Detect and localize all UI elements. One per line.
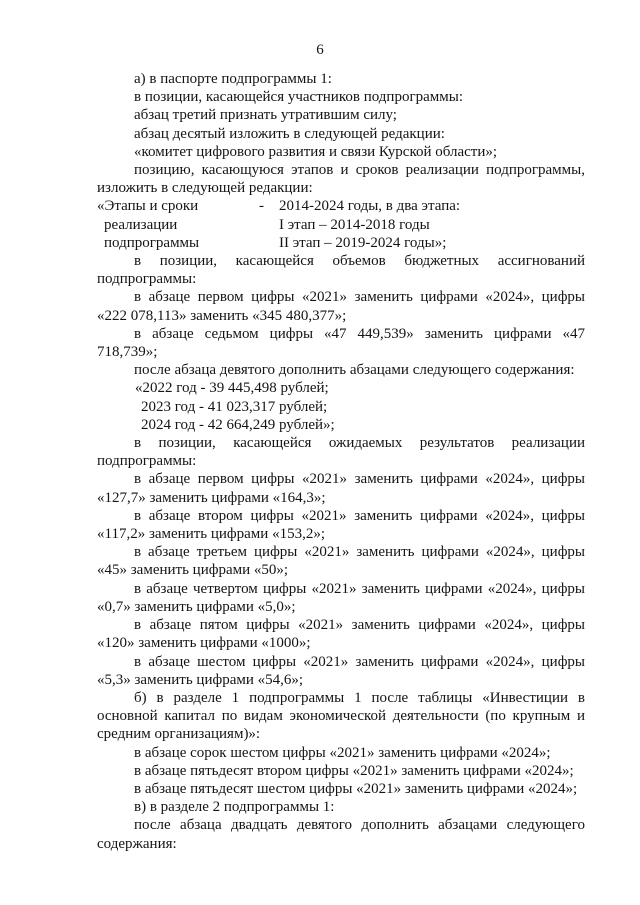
years-item: 2024 год - 42 664,249 рублей»; [141, 416, 335, 433]
paragraph: в абзаце пятом цифры «2021» заменить цифрами «2024», цифры «120» заменить цифрами «1000»; [97, 617, 585, 652]
paragraph: абзац десятый изложить в следующей редакции: [134, 125, 445, 142]
paragraph: «комитет цифрового развития и связи Курской области»; [134, 143, 498, 160]
stages-value: I этап – 2014-2018 годы [279, 216, 430, 233]
paragraph: б) в разделе 1 подпрограммы 1 после таблицы «Инвестиции в основной капитал по видам экономической деятельности (по крупным и средним организациям)»: [97, 689, 585, 743]
stages-table [97, 197, 585, 252]
stages-label: подпрограммы [104, 234, 200, 251]
paragraph: в абзаце четвертом цифры «2021» заменить цифрами «2024», цифры «0,7» заменить цифрами «5,0»; [97, 580, 585, 615]
stages-row [97, 197, 585, 215]
stages-dash: - [259, 198, 264, 215]
paragraph: в абзаце втором цифры «2021» заменить цифрами «2024», цифры «117,2» заменить цифрами «153,2»; [97, 507, 585, 543]
paragraph: в абзаце седьмом цифры «47 449,539» заменить цифрами «47 718,739»; [97, 325, 585, 361]
paragraph: после абзаца двадцать девятого дополнить абзацами следующего содержания: [97, 817, 585, 852]
paragraph: в абзаце пятьдесят втором цифры «2021» заменить цифрами «2024»; [134, 762, 574, 779]
document-body [97, 70, 585, 853]
page-number: 6 [316, 42, 324, 58]
paragraph: а) в паспорте подпрограммы 1: [134, 71, 332, 87]
stages-label: реализации [104, 216, 178, 233]
paragraph: в позиции, касающейся ожидаемых результатов реализации подпрограммы: [97, 435, 585, 470]
years-item: 2023 год - 41 023,317 рублей; [141, 398, 328, 415]
paragraph: абзац третий признать утратившим силу; [134, 107, 397, 124]
stages-row [97, 216, 585, 234]
paragraph: после абзаца девятого дополнить абзацами следующего содержания: [134, 362, 575, 379]
paragraph: в абзаце пятьдесят шестом цифры «2021» заменить цифрами «2024»; [134, 780, 578, 797]
paragraph: в абзаце первом цифры «2021» заменить цифрами «2024», цифры «222 078,113» заменить «345 480,377»; [97, 289, 585, 324]
paragraph: позицию, касающуюся этапов и сроков реализации подпрограммы, изложить в следующей редакции: [97, 162, 585, 197]
stages-value: 2014-2024 годы, в два этапа: [279, 198, 461, 215]
stages-label: «Этапы и сроки [97, 198, 199, 215]
paragraph: в позиции, касающейся объемов бюджетных ассигнований подпрограммы: [97, 253, 585, 288]
years-list [97, 379, 585, 434]
paragraph: в абзаце шестом цифры «2021» заменить цифрами «2024», цифры «5,3» заменить цифрами «54,6»; [97, 653, 585, 688]
paragraph: в) в разделе 2 подпрограммы 1: [134, 799, 335, 816]
paragraph: в позиции, касающейся участников подпрограммы: [134, 89, 463, 106]
years-item: «2022 год - 39 445,498 рублей; [135, 380, 329, 397]
paragraph: в абзаце сорок шестом цифры «2021» заменить цифрами «2024»; [134, 744, 551, 761]
stages-row [97, 234, 585, 252]
paragraph: в абзаце первом цифры «2021» заменить цифрами «2024», цифры «127,7» заменить цифрами «164,3»; [97, 471, 585, 506]
paragraph: в абзаце третьем цифры «2021» заменить цифрами «2024», цифры «45» заменить цифрами «50»; [97, 544, 585, 579]
stages-value: II этап – 2019-2024 годы»; [279, 234, 447, 251]
